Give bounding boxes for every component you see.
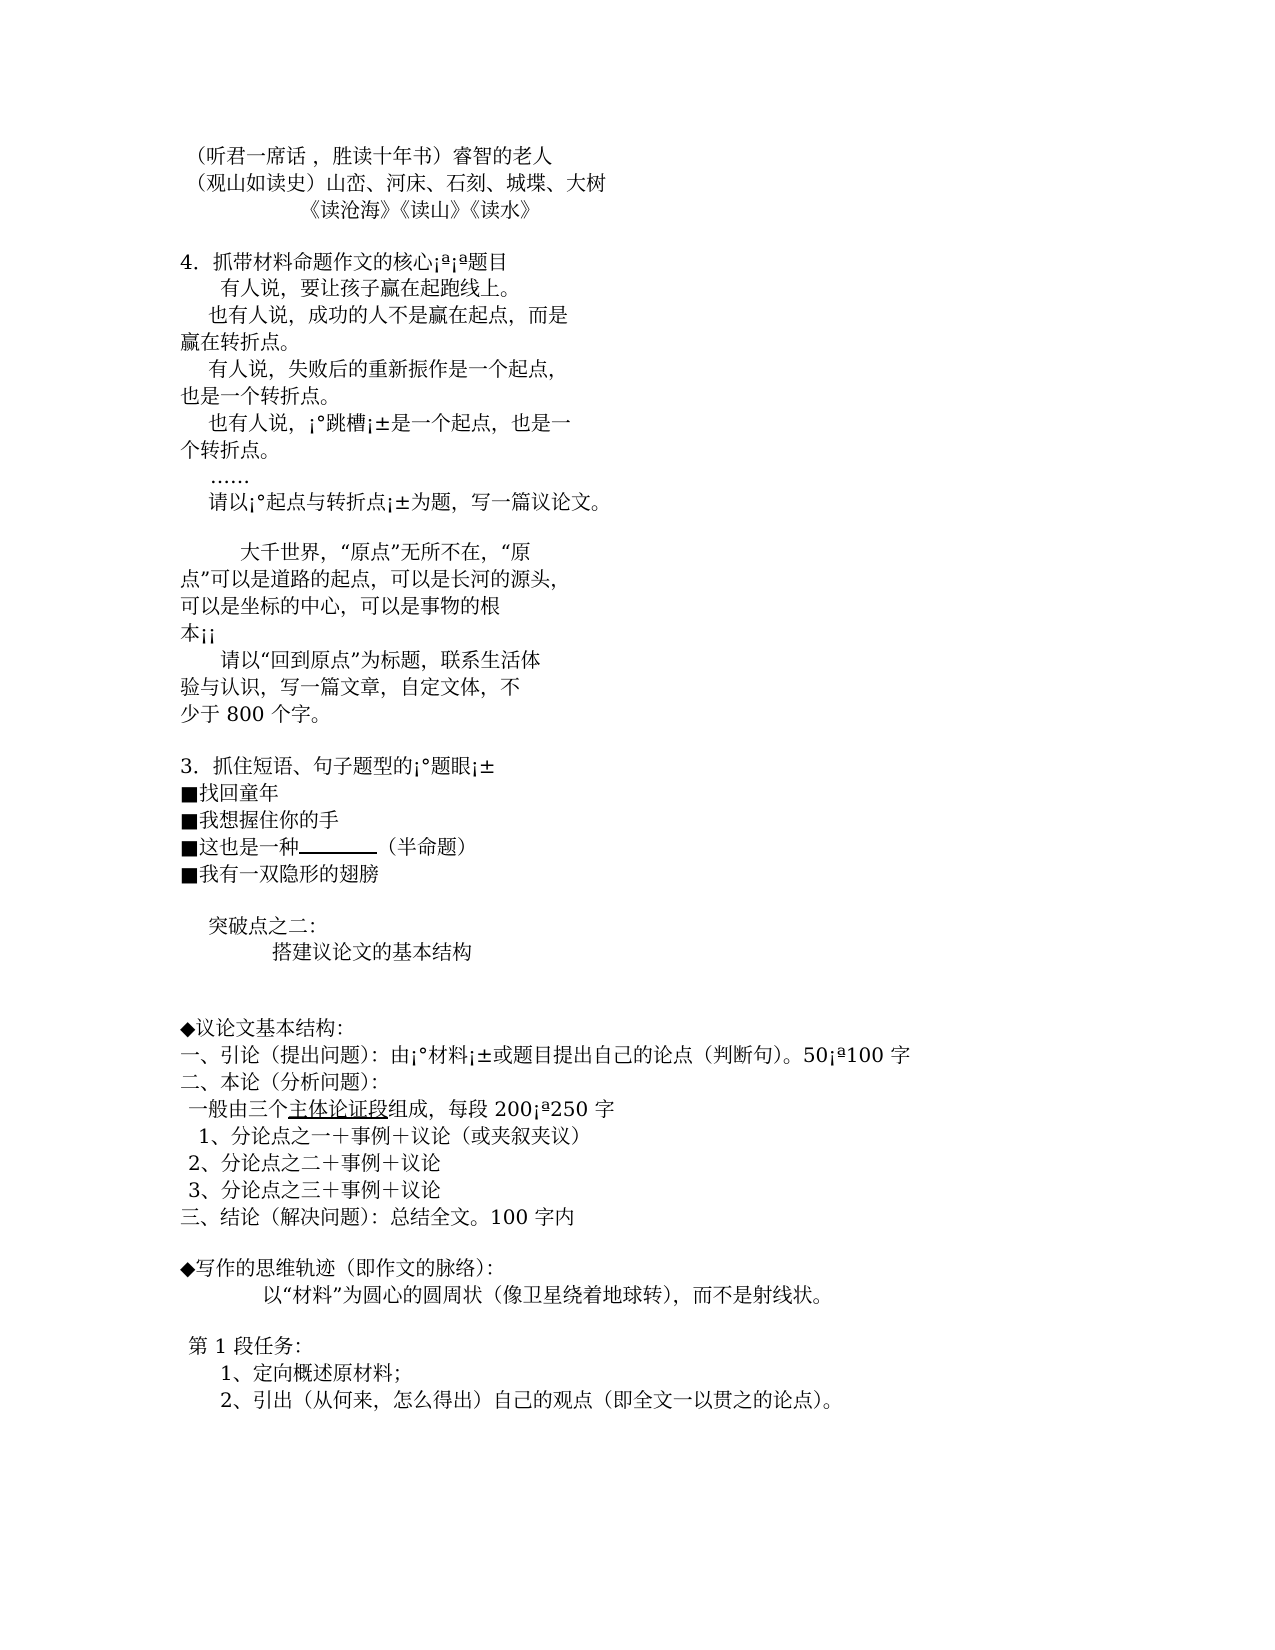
text-line: 《读沧海》《读山》《读水》 bbox=[300, 198, 540, 222]
text-line: 二、本论（分析问题）： bbox=[180, 1070, 390, 1094]
text-line: 验与认识，写一篇文章，自定文体，不 bbox=[180, 675, 520, 699]
text-line: 个转折点。 bbox=[180, 438, 280, 462]
text-line: 可以是坐标的中心，可以是事物的根 bbox=[180, 594, 500, 618]
section-heading: ◆写作的思维轨迹（即作文的脉络）： bbox=[180, 1256, 506, 1280]
text-line: 请以“回到原点”为标题，联系生活体 bbox=[220, 648, 541, 672]
list-item: 2、引出（从何来，怎么得出）自己的观点（即全文一以贯之的论点）。 bbox=[220, 1388, 843, 1412]
section-title: 搭建议论文的基本结构 bbox=[272, 940, 472, 964]
list-item: 1、定向概述原材料； bbox=[220, 1361, 413, 1385]
section-heading: 4．抓带材料命题作文的核心¡ª¡ª题目 bbox=[180, 250, 508, 274]
fill-in-blank bbox=[299, 834, 377, 854]
text-segment: 组成，每段 200¡ª250 字 bbox=[388, 1097, 615, 1121]
text-line: 以“材料”为圆心的圆周状（像卫星绕着地球转），而不是射线状。 bbox=[262, 1283, 833, 1307]
underlined-term: 主体论证段 bbox=[288, 1097, 388, 1121]
bullet-item: ■找回童年 bbox=[180, 781, 279, 805]
text-line: 也有人说，¡°跳槽¡±是一个起点，也是一 bbox=[208, 411, 571, 435]
section-heading: 3．抓住短语、句子题型的¡°题眼¡± bbox=[180, 754, 496, 778]
text-line: 有人说，失败后的重新振作是一个起点， bbox=[208, 357, 568, 381]
text-line: （听君一席话 ，胜读十年书）睿智的老人 bbox=[186, 144, 553, 168]
text-line: 赢在转折点。 bbox=[180, 330, 300, 354]
bullet-text: ■这也是一种 bbox=[180, 835, 299, 859]
text-line: 第 1 段任务： bbox=[188, 1334, 314, 1358]
section-heading: ◆议论文基本结构： bbox=[180, 1016, 356, 1040]
bullet-item bbox=[180, 833, 477, 861]
text-line: 一、引论（提出问题）：由¡°材料¡±或题目提出自己的论点（判断句）。50¡ª100 字 bbox=[180, 1043, 911, 1067]
text-line: 少于 800 个字。 bbox=[180, 702, 331, 726]
text-line: 也是一个转折点。 bbox=[180, 384, 340, 408]
bullet-text: （半命题） bbox=[376, 835, 477, 859]
text-line: （观山如读史）山峦、河床、石刻、城堞、大树 bbox=[186, 171, 606, 195]
text-segment: 一般由三个 bbox=[188, 1097, 288, 1121]
text-line: 大千世界，“原点”无所不在，“原 bbox=[240, 540, 531, 564]
text-line: 本¡¡ bbox=[180, 621, 217, 645]
text-line: …… bbox=[210, 464, 250, 488]
text-line: 点”可以是道路的起点，可以是长河的源头， bbox=[180, 567, 571, 591]
list-item: 1、分论点之一＋事例＋议论（或夹叙夹议） bbox=[198, 1124, 591, 1148]
text-line: 也有人说，成功的人不是赢在起点，而是 bbox=[208, 303, 568, 327]
list-item: 2、分论点之二＋事例＋议论 bbox=[188, 1151, 441, 1175]
text-line: 突破点之二： bbox=[208, 914, 328, 938]
list-item: 3、分论点之三＋事例＋议论 bbox=[188, 1178, 441, 1202]
text-line: 请以¡°起点与转折点¡±为题，写一篇议论文。 bbox=[208, 490, 611, 514]
text-line: 三、结论（解决问题）：总结全文。100 字内 bbox=[180, 1205, 575, 1229]
text-line: 有人说，要让孩子赢在起跑线上。 bbox=[220, 276, 520, 300]
bullet-item: ■我有一双隐形的翅膀 bbox=[180, 862, 379, 886]
bullet-item: ■我想握住你的手 bbox=[180, 808, 339, 832]
text-line bbox=[188, 1095, 615, 1123]
